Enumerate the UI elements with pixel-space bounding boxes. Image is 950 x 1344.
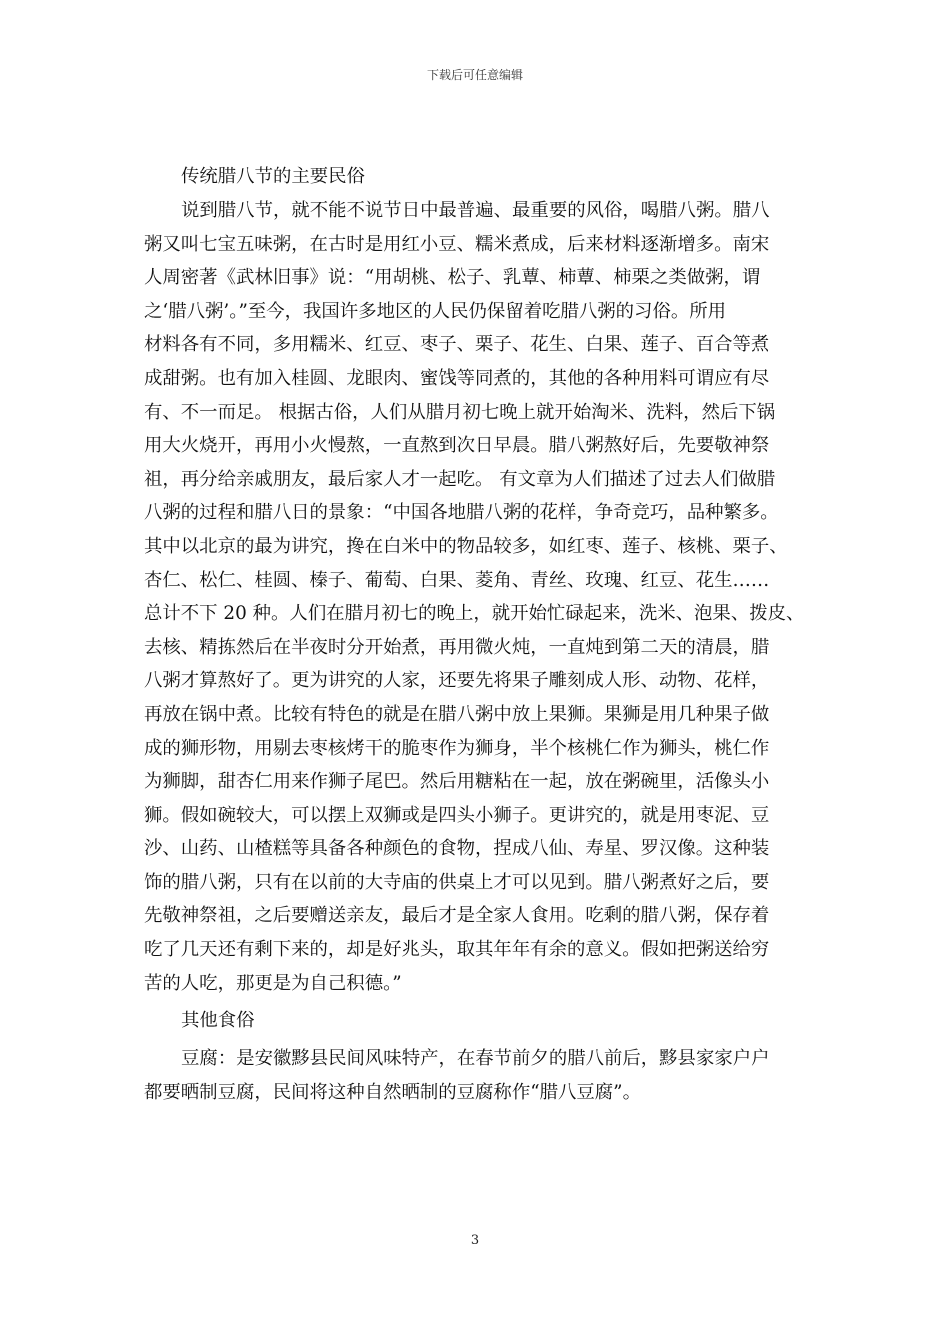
paragraph-line: 苦的人吃，那更是为自己积德。”: [144, 972, 402, 994]
paragraph-line: 人周密著《武林旧事》说：“用胡桃、松子、乳蕈、柿蕈、柿栗之类做粥，谓: [144, 267, 761, 289]
paragraph-line: 有、不一而足。 根据古俗，人们从腊月初七晚上就开始淘米、洗料，然后下锅: [144, 401, 776, 423]
paragraph-line: 说到腊八节，就不能不说节日中最普遍、最重要的风俗，喝腊八粥。腊八: [181, 200, 770, 221]
paragraph-line: 成的狮形物，用剔去枣核烤干的脆枣作为狮身，半个核桃仁作为狮头，桃仁作: [144, 737, 770, 759]
paragraph-line: 吃了几天还有剩下来的，却是好兆头，取其年年有余的意义。假如把粥送给穷: [144, 939, 770, 961]
paragraph-line: 杏仁、松仁、桂圆、榛子、葡萄、白果、菱角、青丝、玫瑰、红豆、花生……: [144, 569, 770, 591]
paragraph-line: 豆腐：是安徽黟县民间风味特产，在春节前夕的腊八前后，黟县家家户户: [181, 1048, 770, 1070]
paragraph-line: 都要晒制豆腐，民间将这种自然晒制的豆腐称作“腊八豆腐”。: [144, 1081, 641, 1103]
paragraph-line: 总计不下 20 种。人们在腊月初七的晚上，就开始忙碌起来，洗米、泡果、拨皮、: [144, 603, 805, 625]
document-body: [144, 160, 808, 1109]
paragraph-line: 饰的腊八粥，只有在以前的大寺庙的供桌上才可以见到。腊八粥煮好之后，要: [144, 871, 770, 893]
paragraph-line: 成甜粥。也有加入桂圆、龙眼肉、蜜饯等同煮的，其他的各种用料可谓应有尽: [144, 367, 770, 389]
paragraph-line: 去核、精拣然后在半夜时分开始煮，再用微火炖，一直炖到第二天的清晨，腊: [144, 636, 770, 658]
page-header: 下载后可任意编辑: [426, 68, 523, 82]
paragraph-line: 再放在锅中煮。比较有特色的就是在腊八粥中放上果狮。果狮是用几种果子做: [144, 703, 770, 725]
paragraph-line: 材料各有不同，多用糯米、红豆、枣子、栗子、花生、白果、莲子、百合等煮: [144, 334, 770, 356]
paragraph-line: 为狮脚，甜杏仁用来作狮子尾巴。然后用糖粘在一起，放在粥碗里，活像头小: [144, 771, 770, 793]
paragraph-line: 其中以北京的最为讲究，搀在白米中的物品较多，如红枣、莲子、核桃、栗子、: [144, 535, 788, 557]
paragraph-line: 八粥的过程和腊八日的景象：“中国各地腊八粥的花样，争奇竞巧，品种繁多。: [144, 502, 779, 524]
section-title-laba-customs: 传统腊八节的主要民俗: [181, 166, 365, 187]
paragraph-line: 沙、山药、山楂糕等具备各种颜色的食物，捏成八仙、寿星、罗汉像。这种装: [144, 838, 770, 860]
paragraph-line: 粥又叫七宝五味粥，在古时是用红小豆、糯米煮成，后来材料逐渐增多。南宋: [144, 233, 770, 255]
paragraph-line: 狮。假如碗较大，可以摆上双狮或是四头小狮子。更讲究的，就是用枣泥、豆: [144, 804, 770, 826]
section-title-other-food-customs: 其他食俗: [181, 1010, 255, 1032]
paragraph-line: 之‘腊八粥’。”至今，我国许多地区的人民仍保留着吃腊八粥的习俗。所用: [144, 300, 727, 322]
paragraph-line: 先敬神祭祖，之后要赠送亲友，最后才是全家人食用。吃剩的腊八粥，保存着: [144, 905, 770, 927]
paragraph-line: 用大火烧开，再用小火慢熬，一直熬到次日早晨。腊八粥熬好后，先要敬神祭: [144, 435, 770, 457]
paragraph-line: 祖，再分给亲戚朋友，最后家人才一起吃。 有文章为人们描述了过去人们做腊: [144, 468, 776, 490]
paragraph-line: 八粥才算熬好了。更为讲究的人家，还要先将果子雕刻成人形、动物、花样，: [144, 670, 770, 692]
page-number: 3: [470, 1233, 480, 1248]
